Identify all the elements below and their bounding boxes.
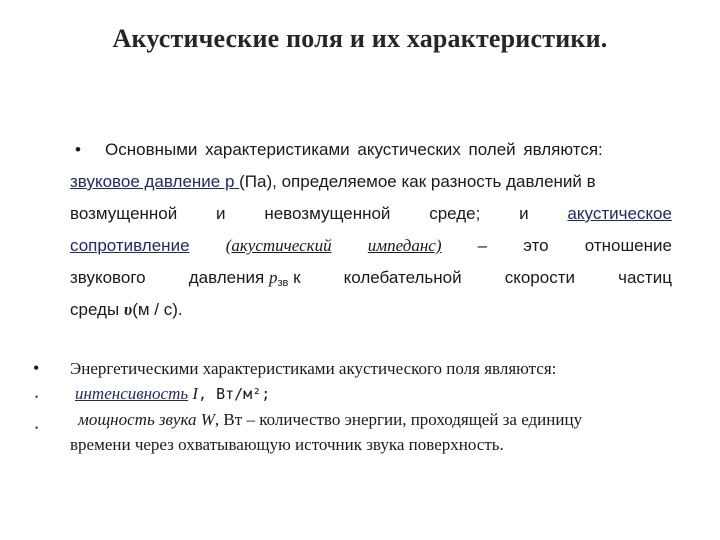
term-sound-power: мощность звука W xyxy=(78,410,215,429)
symbol-p-subscript: зв xyxy=(277,277,289,289)
word: – xyxy=(477,236,488,255)
word: скорости xyxy=(504,268,575,287)
paragraph-line-1 xyxy=(70,134,672,166)
symbol-nu: υ xyxy=(123,300,133,319)
paren-open: ( xyxy=(225,236,232,255)
paragraph-line-5 xyxy=(70,262,672,294)
sound-power-definition: , Вт – количество энергии, проходящей за единицу xyxy=(214,410,583,429)
paragraph-line-4 xyxy=(70,230,672,262)
energy-line-3 xyxy=(70,407,680,432)
bullet-small: • xyxy=(35,392,39,402)
paragraph-line-3 xyxy=(70,198,672,230)
word: отношение xyxy=(584,236,672,255)
word: возмущенной xyxy=(70,204,178,223)
paragraph-line-2 xyxy=(70,166,672,198)
word: колебательной xyxy=(343,268,462,287)
word: звукового xyxy=(70,268,146,287)
intensity-units: , Вт/м²; xyxy=(198,385,271,403)
symbol-p: p xyxy=(268,268,278,287)
energy-line-1: Энергетическими характеристиками акустического поля являются: xyxy=(70,359,557,378)
word: невозмущенной xyxy=(264,204,391,223)
paragraph-line-6 xyxy=(70,294,672,326)
intro-text: Основными характеристиками акустических полей являются: xyxy=(105,140,603,159)
term-intensity: интенсивность xyxy=(75,384,189,403)
paren-text-2: импеданс) xyxy=(367,236,442,255)
bullet: • xyxy=(75,140,81,159)
word: частиц xyxy=(618,268,672,287)
term-acoustic-impedance-part2: сопротивление xyxy=(70,236,190,255)
term-sound-pressure-definition: (Па), определяемое как разность давлений в xyxy=(239,172,596,191)
term-acoustic-impedance-part1: акустическое xyxy=(567,204,672,223)
bullet-small: • xyxy=(35,423,39,433)
paragraph-acoustic-characteristics xyxy=(70,134,672,326)
term-sound-pressure: звуковое давление р xyxy=(70,172,240,191)
word: и xyxy=(216,204,226,223)
text-medium: среды xyxy=(70,300,124,319)
word: давления xyxy=(188,268,265,287)
slide-title: Акустические поля и их характеристики. xyxy=(112,24,608,53)
energy-line-4: времени через охватывающую источник звука поверхность. xyxy=(70,435,504,454)
symbol-intensity: I xyxy=(192,384,199,403)
word: к xyxy=(293,268,301,287)
word: и xyxy=(519,204,529,223)
word: среде; xyxy=(429,204,481,223)
bullet: • xyxy=(33,358,40,378)
text-units: (м / с). xyxy=(132,300,183,319)
energy-line-2 xyxy=(70,381,680,407)
word: это xyxy=(523,236,549,255)
paragraph-energy-characteristics xyxy=(70,356,680,457)
paren-text-1: акустический xyxy=(231,236,332,255)
